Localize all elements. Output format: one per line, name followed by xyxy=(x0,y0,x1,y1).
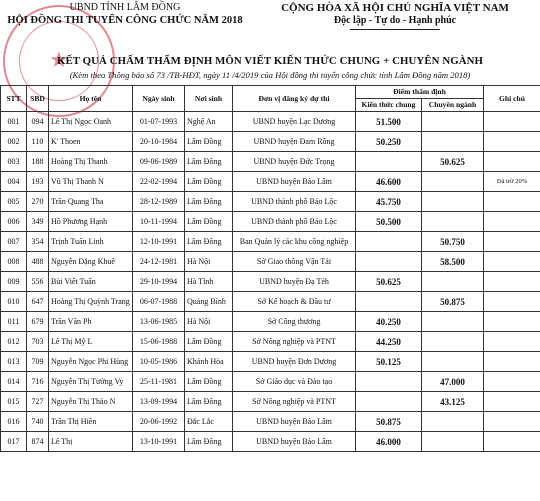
table-row xyxy=(1,312,540,332)
row-stt: 001 xyxy=(1,112,27,132)
table-row xyxy=(1,372,540,392)
row-place: Quảng Bình xyxy=(185,292,233,312)
row-special xyxy=(422,352,484,372)
row-general: 50.125 xyxy=(356,352,422,372)
row-note xyxy=(484,272,540,292)
row-note xyxy=(484,232,540,252)
row-place: Lâm Đồng xyxy=(185,152,233,172)
table-row xyxy=(1,252,540,272)
row-sbd: 349 xyxy=(27,212,49,232)
table-row xyxy=(1,432,540,452)
table-row xyxy=(1,232,540,252)
row-place: Lâm Đồng xyxy=(185,232,233,252)
row-unit: UBND thành phố Bảo Lộc xyxy=(233,192,356,212)
row-sbd: 188 xyxy=(27,152,49,172)
table-row xyxy=(1,132,540,152)
table-row xyxy=(1,112,540,132)
row-general xyxy=(356,152,422,172)
row-special xyxy=(422,272,484,292)
row-unit: UBND huyện Đam Rông xyxy=(233,132,356,152)
row-place: Nghệ An xyxy=(185,112,233,132)
row-sbd: 703 xyxy=(27,332,49,352)
row-sbd: 354 xyxy=(27,232,49,252)
row-dob: 20-06-1992 xyxy=(133,412,185,432)
row-sbd: 110 xyxy=(27,132,49,152)
row-sbd: 874 xyxy=(27,432,49,452)
table-row xyxy=(1,332,540,352)
row-sbd: 488 xyxy=(27,252,49,272)
row-stt: 015 xyxy=(1,392,27,412)
row-general: 46.600 xyxy=(356,172,422,192)
row-special: 47.000 xyxy=(422,372,484,392)
row-special: 50.875 xyxy=(422,292,484,312)
document-subtitle: (Kèm theo Thông báo số 73 /TB-HĐT, ngày 11 /4/2019 của Hội đồng thi tuyển công chức tỉnh Lâm Đồng năm 2018) xyxy=(69,70,471,80)
row-unit: UBND huyện Bảo Lâm xyxy=(233,172,356,192)
row-sbd: 727 xyxy=(27,392,49,412)
row-stt: 014 xyxy=(1,372,27,392)
row-special xyxy=(422,332,484,352)
row-special xyxy=(422,212,484,232)
row-special xyxy=(422,172,484,192)
row-general: 50.250 xyxy=(356,132,422,152)
row-unit: UBND huyện Đức Trọng xyxy=(233,152,356,172)
seal-star-icon: ★ xyxy=(49,47,69,72)
table-row xyxy=(1,152,540,172)
row-dob: 24-12-1981 xyxy=(133,252,185,272)
row-unit: UBND huyện Bảo Lâm xyxy=(233,412,356,432)
table-row xyxy=(1,352,540,372)
row-dob: 15-06-1988 xyxy=(133,332,185,352)
row-unit: Sở Giao thông Vận Tải xyxy=(233,252,356,272)
row-name: Hoàng Thị Quỳnh Trang xyxy=(49,292,133,312)
row-dob: 10-11-1994 xyxy=(133,212,185,232)
row-stt: 017 xyxy=(1,432,27,452)
row-dob: 20-10-1984 xyxy=(133,132,185,152)
row-place: Hà Tĩnh xyxy=(185,272,233,292)
row-sbd: 740 xyxy=(27,412,49,432)
row-stt: 007 xyxy=(1,232,27,252)
row-note xyxy=(484,192,540,212)
row-name: Trần Thị Hiền xyxy=(49,412,133,432)
row-dob: 10-05-1986 xyxy=(133,352,185,372)
document-title: KẾT QUẢ CHẤM THẨM ĐỊNH MÔN VIẾT KIẾN THỨC CHUNG + CHUYÊN NGÀNH xyxy=(56,55,484,67)
row-place: Lâm Đồng xyxy=(185,192,233,212)
row-special xyxy=(422,112,484,132)
col-sbd: SBD xyxy=(27,86,49,112)
row-stt: 010 xyxy=(1,292,27,312)
row-general: 45.750 xyxy=(356,192,422,212)
row-name: K' Thoen xyxy=(49,132,133,152)
row-place: Lâm Đồng xyxy=(185,372,233,392)
row-note xyxy=(484,312,540,332)
row-dob: 13-09-1994 xyxy=(133,392,185,412)
row-general xyxy=(356,252,422,272)
row-special xyxy=(422,432,484,452)
row-general: 51.500 xyxy=(356,112,422,132)
row-stt: 004 xyxy=(1,172,27,192)
table-row xyxy=(1,172,540,192)
row-unit: Ban Quản lý các khu công nghiệp xyxy=(233,232,356,252)
row-place: Lâm Đồng xyxy=(185,392,233,412)
row-sbd: 270 xyxy=(27,192,49,212)
row-place: Hà Nội xyxy=(185,312,233,332)
row-stt: 009 xyxy=(1,272,27,292)
results-body xyxy=(1,112,540,452)
row-stt: 008 xyxy=(1,252,27,272)
row-unit: Sở Giáo dục và Đào tạo xyxy=(233,372,356,392)
row-note xyxy=(484,132,540,152)
col-birthplace: Nơi sinh xyxy=(185,86,233,112)
row-general xyxy=(356,392,422,412)
row-note xyxy=(484,412,540,432)
header-right xyxy=(250,2,540,30)
row-dob: 01-07-1993 xyxy=(133,112,185,132)
row-note xyxy=(484,292,540,312)
row-dob: 06-07-1988 xyxy=(133,292,185,312)
row-general: 44.250 xyxy=(356,332,422,352)
row-special: 58.500 xyxy=(422,252,484,272)
row-name: Lê Thị xyxy=(49,432,133,452)
row-dob: 29-10-1994 xyxy=(133,272,185,292)
row-name: Nguyễn Thị Thảo N xyxy=(49,392,133,412)
row-note xyxy=(484,392,540,412)
row-name: Nguyễn Ngọc Phi Hùng xyxy=(49,352,133,372)
row-place: Lâm Đồng xyxy=(185,432,233,452)
row-name: Vũ Thị Thanh N xyxy=(49,172,133,192)
row-general xyxy=(356,292,422,312)
row-sbd: 556 xyxy=(27,272,49,292)
row-place: Lâm Đồng xyxy=(185,172,233,192)
row-dob: 12-10-1991 xyxy=(133,232,185,252)
row-special xyxy=(422,132,484,152)
header-council: HỘI ĐỒNG THI TUYỂN CÔNG CHỨC NĂM 2018 xyxy=(7,15,243,26)
row-name: Hoàng Thị Thanh xyxy=(49,152,133,172)
row-place: Lâm Đồng xyxy=(185,332,233,352)
row-note xyxy=(484,332,540,352)
table-row xyxy=(1,272,540,292)
row-name: Trần Quang Tha xyxy=(49,192,133,212)
row-special xyxy=(422,412,484,432)
header-motto: Độc lập - Tự do - Hạnh phúc xyxy=(333,15,457,26)
row-dob: 09-06-1989 xyxy=(133,152,185,172)
row-sbd: 716 xyxy=(27,372,49,392)
row-general: 46.000 xyxy=(356,432,422,452)
row-special: 43.125 xyxy=(422,392,484,412)
header-underline xyxy=(350,29,440,30)
row-stt: 006 xyxy=(1,212,27,232)
row-unit: UBND huyện Đơn Dương xyxy=(233,352,356,372)
row-stt: 011 xyxy=(1,312,27,332)
row-sbd: 647 xyxy=(27,292,49,312)
table-row xyxy=(1,392,540,412)
row-name: Nguyễn Thị Tường Vy xyxy=(49,372,133,392)
row-name: Trịnh Tuấn Linh xyxy=(49,232,133,252)
row-unit: UBND huyện Lạc Dương xyxy=(233,112,356,132)
row-stt: 013 xyxy=(1,352,27,372)
row-place: Hà Nội xyxy=(185,252,233,272)
row-dob: 13-10-1991 xyxy=(133,432,185,452)
row-name: Lê Thị Mỹ L xyxy=(49,332,133,352)
row-place: Lâm Đồng xyxy=(185,212,233,232)
row-general: 40.250 xyxy=(356,312,422,332)
row-name: Nguyễn Đặng Khuê xyxy=(49,252,133,272)
col-unit: Đơn vị đăng ký dự thi xyxy=(233,86,356,112)
row-unit: Sở Nông nghiệp và PTNT xyxy=(233,392,356,412)
row-sbd: 193 xyxy=(27,172,49,192)
row-place: Lâm Đồng xyxy=(185,132,233,152)
col-stt: STT xyxy=(1,86,27,112)
col-name: Họ tên xyxy=(49,86,133,112)
row-note xyxy=(484,212,540,232)
row-special: 50.750 xyxy=(422,232,484,252)
row-stt: 016 xyxy=(1,412,27,432)
row-unit: UBND huyện Đạ Tẻh xyxy=(233,272,356,292)
row-note: Đã trừ 20% xyxy=(484,172,540,192)
row-special xyxy=(422,312,484,332)
table-row xyxy=(1,192,540,212)
row-note xyxy=(484,112,540,132)
table-row xyxy=(1,412,540,432)
col-score-group: Điểm thẩm định xyxy=(356,86,484,99)
row-dob: 13-06-1985 xyxy=(133,312,185,332)
row-special xyxy=(422,192,484,212)
row-note xyxy=(484,432,540,452)
row-sbd: 094 xyxy=(27,112,49,132)
row-note xyxy=(484,352,540,372)
row-name: Trần Văn Ph xyxy=(49,312,133,332)
results-table xyxy=(0,85,540,452)
row-note xyxy=(484,252,540,272)
row-unit: Sở Công thương xyxy=(233,312,356,332)
row-stt: 002 xyxy=(1,132,27,152)
row-general: 50.500 xyxy=(356,212,422,232)
row-unit: UBND huyện Bảo Lâm xyxy=(233,432,356,452)
row-dob: 22-02-1994 xyxy=(133,172,185,192)
col-note: Ghi chú xyxy=(484,86,540,112)
row-general: 50.625 xyxy=(356,272,422,292)
row-name: Lê Thị Ngọc Oanh xyxy=(49,112,133,132)
col-special: Chuyên ngành xyxy=(422,99,484,112)
row-name: Bùi Viết Tuấn xyxy=(49,272,133,292)
row-general xyxy=(356,372,422,392)
row-stt: 012 xyxy=(1,332,27,352)
row-special: 50.625 xyxy=(422,152,484,172)
row-general xyxy=(356,232,422,252)
header-left xyxy=(0,2,250,27)
header-org: UBND TỈNH LÂM ĐỒNG xyxy=(69,2,181,13)
row-sbd: 709 xyxy=(27,352,49,372)
header-nation: CỘNG HÒA XÃ HỘI CHỦ NGHĨA VIỆT NAM xyxy=(281,2,509,14)
row-name: Hồ Phương Hạnh xyxy=(49,212,133,232)
row-dob: 25-11-1981 xyxy=(133,372,185,392)
table-row xyxy=(1,212,540,232)
row-dob: 28-12-1989 xyxy=(133,192,185,212)
col-dob: Ngày sinh xyxy=(133,86,185,112)
row-stt: 005 xyxy=(1,192,27,212)
col-general: Kiến thức chung xyxy=(356,99,422,112)
row-unit: UBND thành phố Bảo Lộc xyxy=(233,212,356,232)
row-stt: 003 xyxy=(1,152,27,172)
row-unit: Sở Kế hoạch & Đầu tư xyxy=(233,292,356,312)
row-note xyxy=(484,372,540,392)
table-row xyxy=(1,292,540,312)
row-sbd: 679 xyxy=(27,312,49,332)
row-place: Khánh Hòa xyxy=(185,352,233,372)
row-general: 50.875 xyxy=(356,412,422,432)
row-place: Đắc Lắc xyxy=(185,412,233,432)
row-unit: Sở Nông nghiệp và PTNT xyxy=(233,332,356,352)
row-note xyxy=(484,152,540,172)
